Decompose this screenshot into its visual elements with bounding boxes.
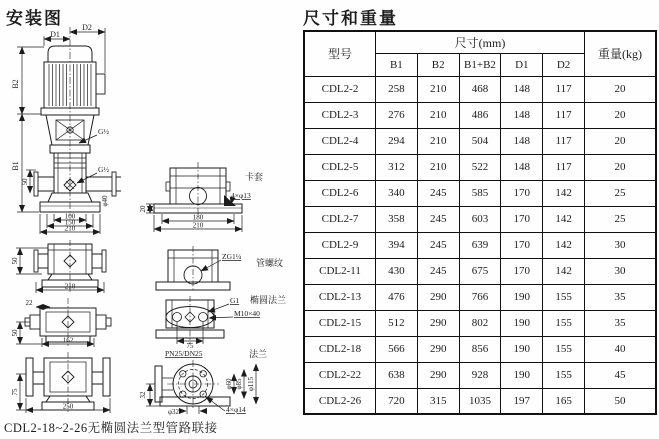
thread-fitting-drawing: [156, 246, 230, 292]
cell-d2: 117: [543, 154, 585, 180]
cell-b1b2: 675: [459, 258, 501, 284]
cell-b1b2: 928: [459, 362, 501, 388]
cell-model: CDL2-6: [304, 180, 376, 206]
main-d2-label: D2: [82, 23, 92, 32]
table-row: [304, 102, 656, 128]
pump-block-view-2: [16, 240, 106, 293]
cell-b1: 430: [376, 258, 418, 284]
cell-model: CDL2-5: [304, 154, 376, 180]
cell-model: CDL2-4: [304, 128, 376, 154]
column-header-d2: D2: [543, 53, 585, 76]
cell-d1: 190: [501, 310, 543, 336]
cell-b1b2: 468: [459, 76, 501, 102]
cell-b2: 210: [417, 102, 459, 128]
cell-weight: 20: [585, 102, 657, 128]
table-row: [304, 180, 656, 206]
cell-b1: 638: [376, 362, 418, 388]
cell-d2: 142: [543, 232, 585, 258]
cell-weight: 30: [585, 258, 657, 284]
cell-d1: 190: [501, 284, 543, 310]
cell-d2: 142: [543, 180, 585, 206]
table-row: [304, 232, 656, 258]
cell-model: CDL2-26: [304, 388, 376, 414]
cell-b1b2: 802: [459, 310, 501, 336]
cell-d1: 148: [501, 76, 543, 102]
column-header-weight: 重量(kg): [585, 31, 657, 76]
cell-b1b2: 856: [459, 336, 501, 362]
oval-flange-title-label: 椭圆法兰: [250, 296, 287, 306]
cell-b2: 245: [417, 258, 459, 284]
table-row: [304, 76, 656, 102]
cell-b1: 566: [376, 336, 418, 362]
dimensions-weight-table: [303, 30, 657, 415]
clamp-holes-label: 4×φ13: [231, 191, 251, 200]
main-d1-label: D1: [50, 30, 60, 39]
table-header-row-1: [304, 31, 656, 53]
cell-b1b2: 1035: [459, 388, 501, 414]
cell-b1b2: 766: [459, 284, 501, 310]
table-row: [304, 362, 656, 388]
cell-weight: 20: [585, 128, 657, 154]
cell-b2: 290: [417, 310, 459, 336]
clamp-title-label: 卡套: [245, 173, 264, 183]
column-header-b1: B1: [376, 53, 418, 76]
cell-d1: 197: [501, 388, 543, 414]
view3-dim50-label: 50: [11, 329, 19, 337]
cell-b2: 210: [417, 76, 459, 102]
flange-holes-label: 4×φ14: [226, 405, 246, 414]
table-row: [304, 336, 656, 362]
cell-b1: 394: [376, 232, 418, 258]
cell-d1: 148: [501, 102, 543, 128]
flange-spec-label: PN25/DN25: [165, 349, 203, 358]
oval-flange-drawing: [156, 296, 233, 344]
cell-b2: 290: [417, 362, 459, 388]
cell-model: CDL2-13: [304, 284, 376, 310]
clamp-dim20-label: 20: [139, 205, 147, 213]
cell-b1: 340: [376, 180, 418, 206]
cell-d1: 190: [501, 362, 543, 388]
clamp-dim210-label: 210: [192, 221, 204, 230]
cell-b1: 720: [376, 388, 418, 414]
cell-model: CDL2-3: [304, 102, 376, 128]
cell-weight: 35: [585, 310, 657, 336]
cell-weight: 50: [585, 388, 657, 414]
cell-b1b2: 585: [459, 180, 501, 206]
cell-d2: 165: [543, 388, 585, 414]
table-row: [304, 128, 656, 154]
cell-b1: 258: [376, 76, 418, 102]
thread-title-label: 管螺纹: [256, 259, 284, 269]
main-dim210-label: 210: [64, 224, 76, 233]
cell-b2: 290: [417, 284, 459, 310]
cell-d1: 170: [501, 206, 543, 232]
cell-b2: 245: [417, 232, 459, 258]
cell-weight: 35: [585, 284, 657, 310]
cell-d2: 155: [543, 336, 585, 362]
cell-b2: 210: [417, 154, 459, 180]
view4-dim75-label: 75: [11, 388, 19, 396]
flange-dia115-label: φ115: [247, 376, 255, 392]
clamp-dim180-label: 180: [192, 213, 204, 222]
cell-weight: 20: [585, 76, 657, 102]
cell-d2: 117: [543, 102, 585, 128]
view3-dim22-label: 22: [25, 299, 33, 307]
main-g-top-label: G½: [98, 127, 110, 136]
column-header-b2: B2: [417, 53, 459, 76]
cell-d1: 170: [501, 180, 543, 206]
cell-b1: 276: [376, 102, 418, 128]
column-header-d1: D1: [501, 53, 543, 76]
main-dia40-label: φ40: [101, 195, 109, 207]
cell-d2: 142: [543, 258, 585, 284]
main-dim150-label: 150: [64, 218, 76, 227]
table-row: [304, 284, 656, 310]
cell-d1: 148: [501, 154, 543, 180]
cell-b1: 312: [376, 154, 418, 180]
table-row: [304, 258, 656, 284]
cell-model: CDL2-18: [304, 336, 376, 362]
main-dim100-label: 100: [64, 212, 76, 221]
cell-weight: 30: [585, 232, 657, 258]
cell-model: CDL2-2: [304, 76, 376, 102]
main-b2-label: B2: [11, 79, 20, 89]
cell-weight: 40: [585, 336, 657, 362]
right-section-title: 尺寸和重量: [303, 9, 398, 29]
flange-dia32-label: φ32: [168, 408, 180, 416]
cell-weight: 20: [585, 154, 657, 180]
cell-model: CDL2-9: [304, 232, 376, 258]
thread-spec-label: ZG1¼: [222, 252, 242, 261]
cell-d1: 170: [501, 258, 543, 284]
cell-d2: 155: [543, 362, 585, 388]
cell-b1: 512: [376, 310, 418, 336]
cell-d2: 117: [543, 76, 585, 102]
cell-d1: 190: [501, 336, 543, 362]
cell-model: CDL2-7: [304, 206, 376, 232]
cell-weight: 45: [585, 362, 657, 388]
dim-b2: [17, 47, 44, 114]
column-group-header-size: 尺寸(mm): [376, 31, 585, 53]
oval-flange-dim75-label: 75: [186, 342, 194, 350]
cell-b1b2: 504: [459, 128, 501, 154]
main-dim50-label: 50: [21, 178, 29, 186]
oval-flange-port-label: G1: [230, 296, 240, 305]
cell-d2: 155: [543, 310, 585, 336]
flange-dia60-label: φ60: [225, 378, 233, 390]
cell-weight: 25: [585, 180, 657, 206]
cell-b1: 358: [376, 206, 418, 232]
main-g-side-label: G½: [98, 165, 110, 174]
table-row: [304, 388, 656, 414]
cell-b2: 245: [417, 180, 459, 206]
flange-dim32-label: 32: [139, 391, 147, 399]
view4-dim250-label: 250: [62, 402, 74, 411]
cell-b2: 245: [417, 206, 459, 232]
cell-b1b2: 639: [459, 232, 501, 258]
flange-dia85-label: φ85: [235, 378, 243, 390]
cell-b1: 294: [376, 128, 418, 154]
table-row: [304, 206, 656, 232]
cell-b1: 476: [376, 284, 418, 310]
main-b1-label: B1: [11, 161, 20, 171]
table-row: [304, 154, 656, 180]
installation-diagram: [0, 0, 308, 439]
view2-dim210-label: 210: [64, 282, 76, 291]
cell-model: CDL2-11: [304, 258, 376, 284]
cell-b1b2: 603: [459, 206, 501, 232]
cell-b1b2: 522: [459, 154, 501, 180]
left-section-title: 安装图: [6, 9, 63, 29]
cell-model: CDL2-15: [304, 310, 376, 336]
cell-model: CDL2-22: [304, 362, 376, 388]
cell-d2: 117: [543, 128, 585, 154]
cell-b2: 315: [417, 388, 459, 414]
cell-b2: 210: [417, 128, 459, 154]
cell-d2: 142: [543, 206, 585, 232]
column-header-b1b2: B1+B2: [459, 53, 501, 76]
diagram-caption: CDL2-18~2-26无椭圆法兰型管路联接: [4, 421, 218, 435]
column-header-model: 型号: [304, 31, 376, 76]
cell-d2: 155: [543, 284, 585, 310]
table-row: [304, 310, 656, 336]
flange-title-label: 法兰: [249, 350, 268, 360]
cell-b1b2: 486: [459, 102, 501, 128]
view2-dim50-label: 50: [11, 257, 19, 265]
dim-b1: [17, 114, 39, 212]
cell-d1: 170: [501, 232, 543, 258]
cell-b2: 290: [417, 336, 459, 362]
view3-dim162-label: 162: [62, 336, 74, 345]
cell-d1: 148: [501, 128, 543, 154]
cell-weight: 25: [585, 206, 657, 232]
oval-flange-bolt-label: M10×40: [234, 309, 260, 318]
